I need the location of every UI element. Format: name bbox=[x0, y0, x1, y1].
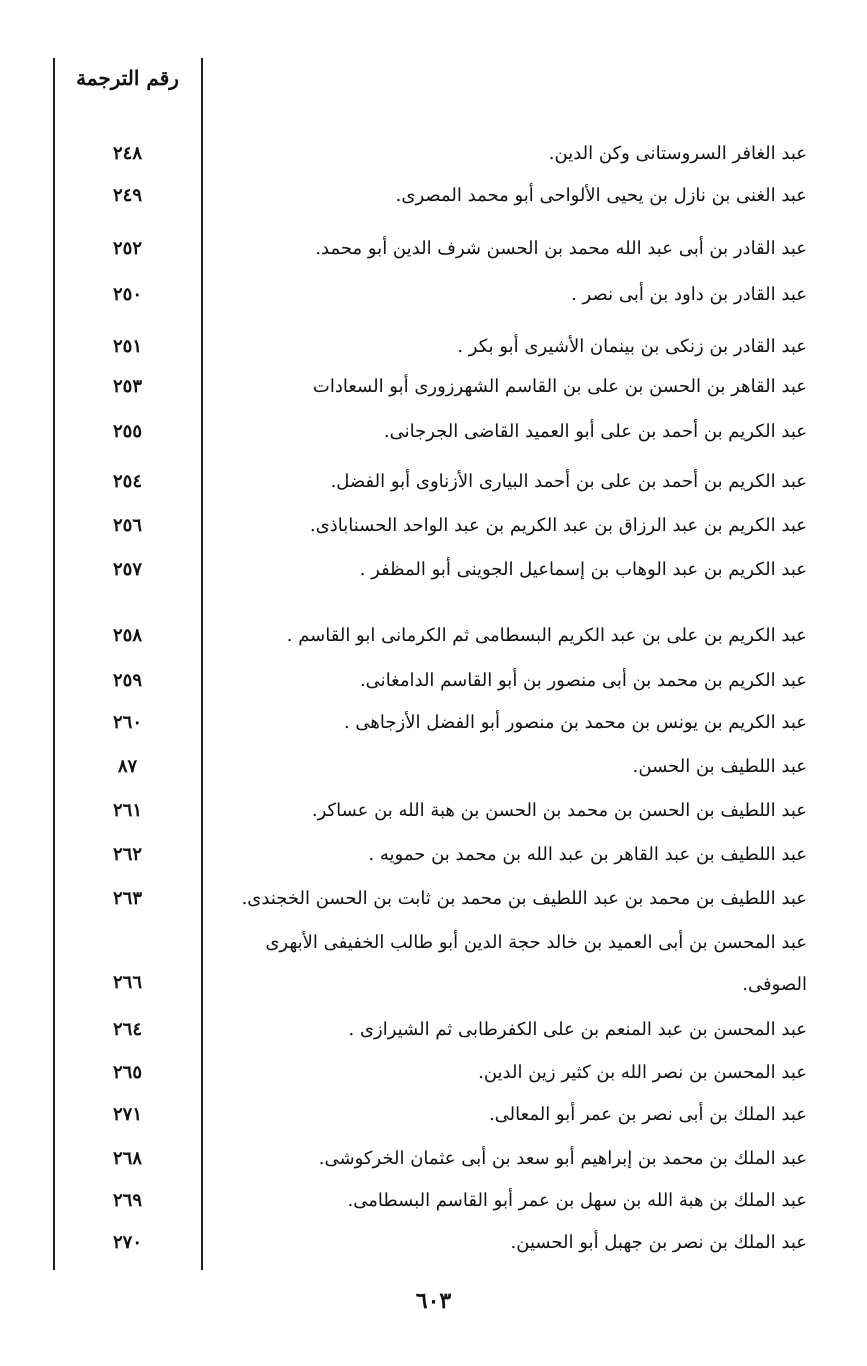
entry-name: عبد الكريم بن أحمد بن على بن أحمد البيارى الأزناوى أبو الفضل. bbox=[330, 471, 807, 492]
entry-number: ٢٥٦ bbox=[112, 515, 142, 536]
entry-name: عبد الغافر السروستانى وكن الدين. bbox=[548, 143, 807, 164]
entry-number: ٢٤٨ bbox=[112, 143, 142, 164]
index-entry bbox=[0, 512, 867, 540]
entry-name: عبد الغنى بن نازل بن يحيى الألواحى أبو محمد المصرى. bbox=[395, 185, 807, 206]
index-entry bbox=[0, 556, 867, 584]
entry-name: عبد الكريم بن عبد الرزاق بن عبد الكريم بن عبد الواحد الحسناباذى. bbox=[309, 515, 807, 536]
entry-number: ٢٥٢ bbox=[112, 238, 142, 259]
index-entry bbox=[0, 373, 867, 401]
index-entry bbox=[0, 667, 867, 695]
entry-number: ٢٦١ bbox=[112, 800, 142, 821]
entry-name: عبد الكريم بن عبد الوهاب بن إسماعيل الجوينى أبو المظفر . bbox=[359, 559, 807, 580]
entry-number: ٢٦٩ bbox=[112, 1190, 142, 1211]
index-entry bbox=[0, 709, 867, 737]
number-column-title: رقم الترجمة bbox=[76, 66, 179, 90]
entry-name: عبد الكريم بن على بن عبد الكريم البسطامى ثم الكرمانى ابو القاسم . bbox=[286, 625, 807, 646]
entry-name: عبد اللطيف بن الحسن. bbox=[632, 756, 807, 777]
entry-name: عبد اللطيف بن محمد بن عبد اللطيف بن محمد بن ثابت بن الحسن الخجندى. bbox=[241, 888, 807, 909]
index-entry bbox=[0, 1059, 867, 1087]
entry-number: ٢٦٥ bbox=[112, 1062, 142, 1083]
entry-name: عبد القادر بن زنكى بن بينمان الأشيرى أبو بكر . bbox=[457, 336, 807, 357]
entry-name: عبد الكريم بن يونس بن محمد بن منصور أبو الفضل الأزجاهى . bbox=[343, 712, 807, 733]
entry-number: ٢٥٣ bbox=[112, 376, 142, 397]
index-entry bbox=[0, 885, 867, 913]
index-entry bbox=[0, 1229, 867, 1257]
entry-number: ٢٥١ bbox=[112, 336, 142, 357]
index-entry bbox=[0, 841, 867, 869]
entry-name: عبد القاهر بن الحسن بن على بن القاسم الشهرزورى أبو السعادات bbox=[312, 376, 807, 397]
entry-number: ٢٥٠ bbox=[112, 284, 142, 305]
entry-number: ٢٦٦ bbox=[112, 972, 142, 993]
index-entry bbox=[0, 622, 867, 650]
entry-number: ٢٧١ bbox=[112, 1104, 142, 1125]
entry-number: ٢٦٤ bbox=[112, 1019, 142, 1040]
index-entry bbox=[0, 182, 867, 210]
entry-name: عبد القادر بن داود بن أبى نصر . bbox=[571, 284, 807, 305]
entry-name: عبد الكريم بن أحمد بن على أبو العميد القاضى الجرجانى. bbox=[383, 421, 807, 442]
entry-number: ٢٦٠ bbox=[112, 712, 142, 733]
index-entry bbox=[0, 1187, 867, 1215]
index-entry bbox=[0, 140, 867, 168]
entry-name: عبد المحسن بن عبد المنعم بن على الكفرطابى ثم الشيرازى . bbox=[348, 1019, 807, 1040]
index-entry bbox=[0, 235, 867, 263]
entry-number: ٢٧٠ bbox=[112, 1232, 142, 1253]
entry-name: عبد المحسن بن نصر الله بن كثير زين الدين. bbox=[478, 1062, 807, 1083]
index-entry bbox=[0, 333, 867, 361]
entry-name: عبد الملك بن أبى نصر بن عمر أبو المعالى. bbox=[488, 1104, 807, 1125]
entry-name: عبد الملك بن هبة الله بن سهل بن عمر أبو القاسم البسطامى. bbox=[347, 1190, 807, 1211]
entry-name: عبد اللطيف بن الحسن بن محمد بن الحسن بن هبة الله بن عساكر. bbox=[311, 800, 807, 821]
entry-number: ٢٤٩ bbox=[112, 185, 142, 206]
entry-name: عبد الكريم بن محمد بن أبى منصور بن أبو القاسم الدامغانى. bbox=[359, 670, 807, 691]
entry-number: ٢٦٢ bbox=[112, 844, 142, 865]
index-entry bbox=[0, 1101, 867, 1129]
entry-name: عبد القادر بن أبى عبد الله محمد بن الحسن شرف الدين أبو محمد. bbox=[315, 238, 807, 259]
index-entry bbox=[0, 753, 867, 781]
entry-name-continuation: الصوفى. bbox=[742, 974, 807, 995]
index-entry bbox=[0, 929, 867, 995]
index-entry bbox=[0, 468, 867, 496]
index-entry bbox=[0, 418, 867, 446]
index-entry bbox=[0, 281, 867, 309]
page-number: ٦٠٣ bbox=[415, 1288, 452, 1314]
entry-number: ٢٥٥ bbox=[112, 421, 142, 442]
entry-number: ٨٧ bbox=[117, 756, 138, 777]
entry-name: عبد الملك بن نصر بن جهبل أبو الحسين. bbox=[510, 1232, 807, 1253]
index-entry bbox=[0, 1145, 867, 1173]
entry-number: ٢٥٤ bbox=[112, 471, 142, 492]
entry-name: عبد المحسن بن أبى العميد بن خالد حجة الدين أبو طالب الخفيفى الأبهرى bbox=[265, 932, 807, 953]
entry-number: ٢٥٨ bbox=[112, 625, 142, 646]
entry-number: ٢٥٩ bbox=[112, 670, 142, 691]
entry-number: ٢٦٨ bbox=[112, 1148, 142, 1169]
index-entry bbox=[0, 1016, 867, 1044]
entry-number: ٢٥٧ bbox=[112, 559, 142, 580]
entry-number: ٢٦٣ bbox=[112, 888, 142, 909]
entry-name: عبد اللطيف بن عبد القاهر بن عبد الله بن محمد بن حمويه . bbox=[368, 844, 807, 865]
entry-name: عبد الملك بن محمد بن إبراهيم أبو سعد بن أبى عثمان الخركوشى. bbox=[318, 1148, 807, 1169]
index-entry bbox=[0, 797, 867, 825]
